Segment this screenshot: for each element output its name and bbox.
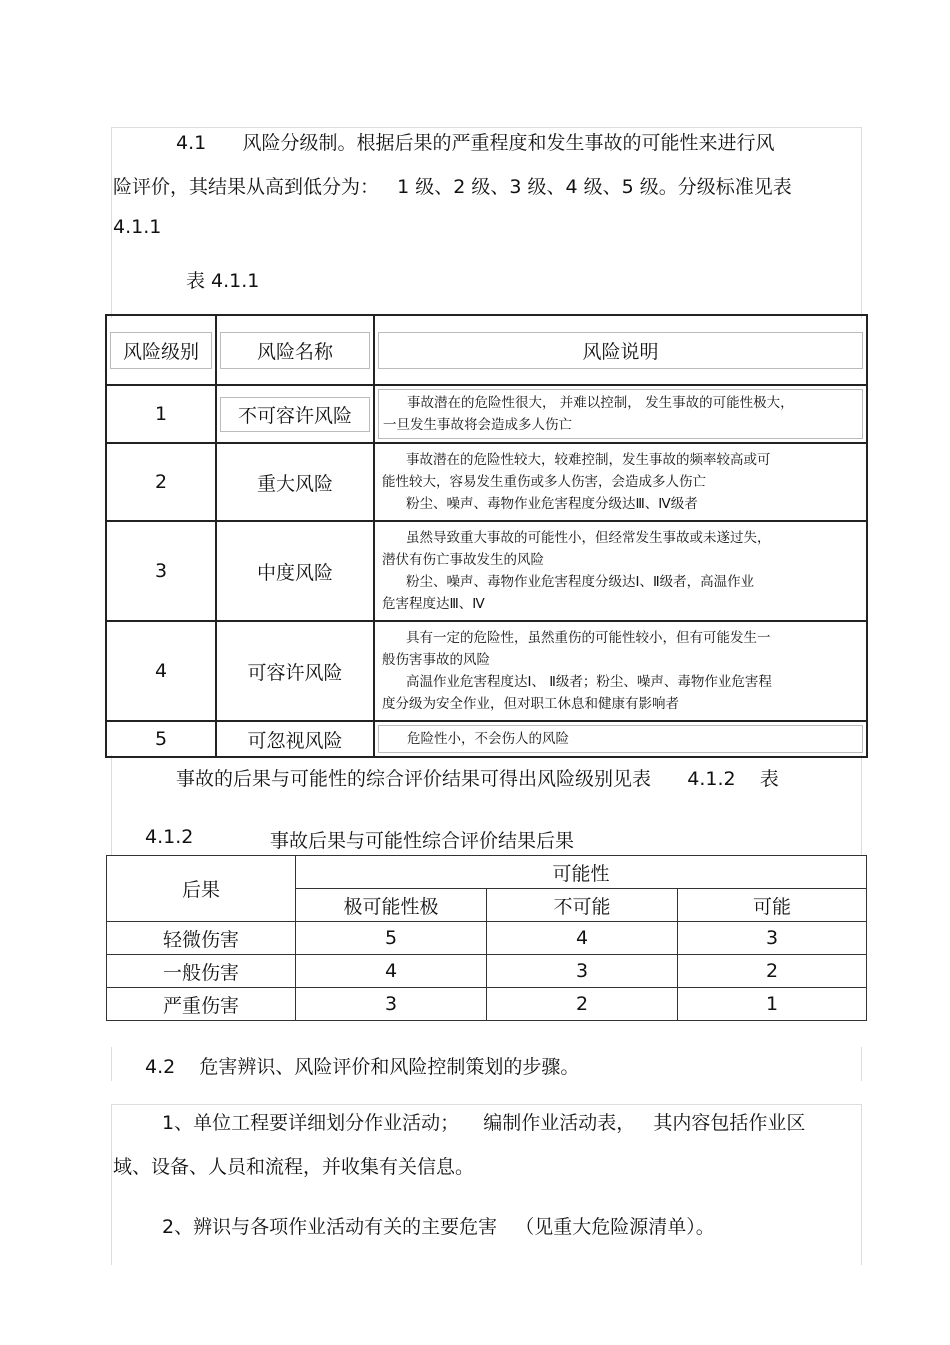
table-row — [106, 621, 867, 721]
consequence-label: 严重伤害 — [107, 988, 296, 1021]
table-cell: 2 — [678, 955, 867, 988]
description-line: 高温作业危害程度达Ⅰ、 Ⅱ级者；粉尘、噪声、毒物作业危害程 — [406, 674, 772, 690]
table-cell: 4 — [487, 922, 678, 955]
description-line: 危害程度达Ⅲ、Ⅳ — [382, 596, 485, 612]
description-line: 危险性小，不会伤人的风险 — [407, 731, 569, 747]
header-risk-description: 风险说明 — [378, 332, 863, 369]
risk-name-cell: 可忽视风险 — [216, 721, 374, 757]
risk-name-cell: 不可容许风险 — [220, 397, 370, 432]
step1-line2: 域、设备、人员和流程，并收集有关信息。 — [113, 1156, 475, 1178]
consequence-label: 一般伤害 — [107, 955, 296, 988]
header-risk-name: 风险名称 — [220, 332, 370, 369]
risk-name-cell: 重大风险 — [216, 443, 374, 521]
section-4-1-line1: 4.1 风险分级制。根据后果的严重程度和发生事故的可能性来进行风 — [176, 132, 775, 154]
table2-caption-number: 4.1.2 — [145, 826, 194, 848]
table-cell: 1 — [678, 988, 867, 1021]
description-line: 具有一定的危险性，虽然重伤的可能性较小，但有可能发生一 — [406, 630, 771, 646]
description-line: 一旦发生事故将会造成多人伤亡 — [383, 417, 572, 433]
corner-header: 后果 — [107, 856, 296, 922]
table-row — [106, 521, 867, 621]
step1-line1: 1、单位工程要详细划分作业活动； 编制作业活动表， 其内容包括作业区 — [162, 1112, 806, 1134]
risk-level-cell: 4 — [106, 621, 216, 721]
description-line: 般伤害事故的风险 — [382, 652, 490, 668]
likelihood-column-header: 不可能 — [487, 889, 678, 922]
table2-caption-text: 事故后果与可能性综合评价结果后果 — [270, 830, 575, 852]
section-4-1-line3: 4.1.1 — [113, 216, 162, 238]
table-cell: 3 — [678, 922, 867, 955]
risk-description — [378, 447, 863, 517]
consequence-label: 轻微伤害 — [107, 922, 296, 955]
table-row — [107, 922, 867, 955]
risk-level-table — [105, 314, 868, 758]
risk-description — [378, 389, 863, 439]
likelihood-group-header: 可能性 — [296, 856, 867, 889]
consequence-likelihood-table — [106, 855, 867, 1021]
table-caption: 表 4.1.1 — [186, 270, 260, 292]
risk-name-cell: 中度风险 — [216, 521, 374, 621]
risk-level-cell: 5 — [106, 721, 216, 757]
table-row — [107, 988, 867, 1021]
risk-level-cell: 1 — [106, 385, 216, 443]
risk-level-cell: 3 — [106, 521, 216, 621]
risk-description — [378, 625, 863, 717]
table-cell: 2 — [487, 988, 678, 1021]
description-line: 能性较大，容易发生重伤或多人伤害，会造成多人伤亡 — [382, 474, 706, 490]
risk-description — [378, 725, 863, 753]
header-risk-level: 风险级别 — [110, 332, 212, 369]
table-row — [106, 385, 867, 443]
risk-level-cell: 2 — [106, 443, 216, 521]
table-row — [106, 721, 867, 757]
description-line: 潜伏有伤亡事故发生的风险 — [382, 552, 544, 568]
description-line: 事故潜在的危险性较大，较难控制，发生事故的频率较高或可 — [406, 452, 771, 468]
description-line: 虽然导致重大事故的可能性小，但经常发生事故或未遂过失， — [406, 530, 771, 546]
risk-name-cell: 可容许风险 — [216, 621, 374, 721]
section-4-1-line2: 险评价，其结果从高到低分为： 1 级、2 级、3 级、4 级、5 级。分级标准见表 — [113, 176, 792, 198]
table-header-row — [106, 315, 867, 385]
step2: 2、辨识与各项作业活动有关的主要危害 （见重大危险源清单）。 — [162, 1216, 715, 1238]
section-4-2-title: 4.2 危害辨识、风险评价和风险控制策划的步骤。 — [145, 1056, 580, 1078]
likelihood-column-header: 可能 — [678, 889, 867, 922]
table-cell: 3 — [296, 988, 487, 1021]
table-row — [107, 955, 867, 988]
description-line: 粉尘、噪声、毒物作业危害程度分级达Ⅲ、Ⅳ级者 — [406, 496, 698, 512]
table2-intro: 事故的后果与可能性的综合评价结果可得出风险级别见表 4.1.2 表 — [176, 768, 779, 790]
risk-description — [378, 525, 863, 617]
table-row — [106, 443, 867, 521]
table-cell: 4 — [296, 955, 487, 988]
table-cell: 5 — [296, 922, 487, 955]
description-line: 事故潜在的危险性很大， 并难以控制， 发生事故的可能性极大， — [407, 395, 794, 411]
table-header-row — [107, 856, 867, 889]
description-line: 粉尘、噪声、毒物作业危害程度分级达Ⅰ、Ⅱ级者，高温作业 — [406, 574, 755, 590]
description-line: 度分级为安全作业，但对职工休息和健康有影响者 — [382, 696, 679, 712]
likelihood-column-header: 极可能性极 — [296, 889, 487, 922]
table-cell: 3 — [487, 955, 678, 988]
